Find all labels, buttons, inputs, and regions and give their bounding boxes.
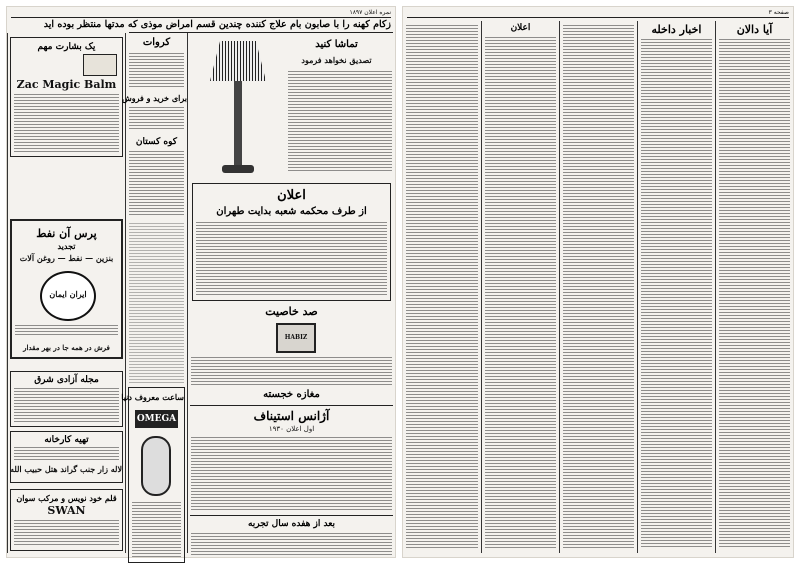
factory-ad [10, 431, 123, 483]
cigarette-title: صد خاصیت [265, 305, 318, 318]
store-rule [190, 405, 393, 406]
col3-text [563, 25, 634, 549]
magic-balm-heading: یک بشارت مهم [37, 42, 96, 52]
col2-title: اخبار داخله [651, 23, 702, 36]
factory-line: لاله زار جنب گراند هتل حبیب الله [10, 464, 122, 474]
cravat-text [129, 53, 184, 87]
watch-ad [121, 387, 185, 563]
magic-balm-ad [10, 37, 123, 157]
oil-ad-footer: فرش در همه جا در بهر مقدار [23, 343, 110, 352]
cigarette-text [191, 357, 392, 385]
lamp-subtitle: تصدیق نخواهد فرمود [301, 55, 372, 65]
news-column-5 [403, 21, 481, 553]
kurdistan-title: کوه کستان [135, 137, 178, 147]
col4-text [485, 37, 556, 549]
news-column-1 [715, 21, 793, 553]
watch-text [132, 502, 181, 558]
lamp-text [288, 71, 392, 171]
lamp-shade [210, 41, 266, 81]
omega-logo: OMEGA [135, 410, 178, 428]
watch-image [141, 436, 171, 496]
col1-text [719, 39, 790, 549]
azadi-title: مجله آزادی شرق [34, 375, 99, 385]
kurdistan-text [129, 151, 184, 215]
oil-logo-circle [40, 271, 96, 321]
experience-text [191, 533, 392, 555]
oil-logo-text: ایران ایمان [49, 289, 87, 299]
store-title: مغازه خجسته [263, 389, 320, 400]
cravat-title: کروات [142, 37, 171, 48]
announcement-text [196, 222, 387, 296]
watch-title: ساعت معروف دنیا [121, 392, 184, 402]
vertical-ad-text [129, 223, 184, 383]
col4-title: اعلان [510, 23, 531, 33]
oil-ad-title: پرس آن نفط [36, 227, 97, 240]
page-label: صفحه ۳ [768, 9, 789, 16]
oil-ad-subtitle: تجدید [57, 241, 76, 251]
magic-balm-brand: Zac Magic Balm [16, 78, 117, 91]
buy-sell-title: برای خرید و فروش [122, 93, 187, 103]
ad-column-2 [121, 33, 187, 553]
announcement-subtitle: از طرف محکمه شعبه بدایت طهران [216, 206, 367, 217]
oil-ad [10, 219, 123, 359]
right-newspaper-page [402, 6, 794, 558]
oil-ad-text [15, 325, 118, 337]
news-column-4 [481, 21, 559, 553]
left-newspaper-page [6, 6, 396, 558]
lamp-base [222, 165, 254, 173]
magic-balm-text [14, 94, 119, 152]
col1-title: آیا دالان [736, 23, 773, 36]
swan-ad [10, 489, 123, 551]
news-column-2 [637, 21, 715, 553]
ad-column-3 [187, 33, 395, 553]
cigarette-pack: HABIZ [276, 323, 316, 353]
right-running-header [407, 9, 789, 18]
col2-text [641, 39, 712, 549]
agency-title: آژانس استیناف [253, 409, 330, 423]
agency-text [191, 437, 392, 511]
balm-tin-image [83, 54, 117, 76]
agency-note: اول اعلان ۱۹۳۰ [268, 425, 315, 433]
lamp-title: تماشا کنید [315, 39, 358, 50]
oil-ad-products: بنزین — نفط — روغن آلات [19, 253, 114, 263]
azadi-ad [10, 371, 123, 427]
swan-text [14, 520, 119, 546]
announcement-box [192, 183, 391, 301]
azadi-text [14, 388, 119, 422]
swan-brand: SWAN [47, 504, 86, 517]
news-column-3 [559, 21, 637, 553]
experience-rule [190, 515, 393, 516]
ad-column-1 [7, 33, 125, 553]
swan-title: قلم خود نویس و مرکب سوان [16, 493, 117, 503]
issue-number: نمره اعلان ۱۸۹۷ [349, 9, 391, 16]
left-running-header [11, 9, 391, 18]
buy-sell-text [129, 107, 184, 131]
col5-text [406, 25, 478, 549]
factory-text [14, 447, 119, 461]
announcement-title: اعلان [277, 188, 306, 203]
lamp-stem [234, 81, 242, 165]
factory-title: تهیه کارخانه [44, 435, 89, 445]
top-banner: زکام کهنه را با صابون بام علاج کننده چندین قسم امراض موذی که مدتها منتظر بوده اید [43, 19, 391, 30]
experience-title: بعد از هفده سال تجربه [247, 519, 336, 529]
